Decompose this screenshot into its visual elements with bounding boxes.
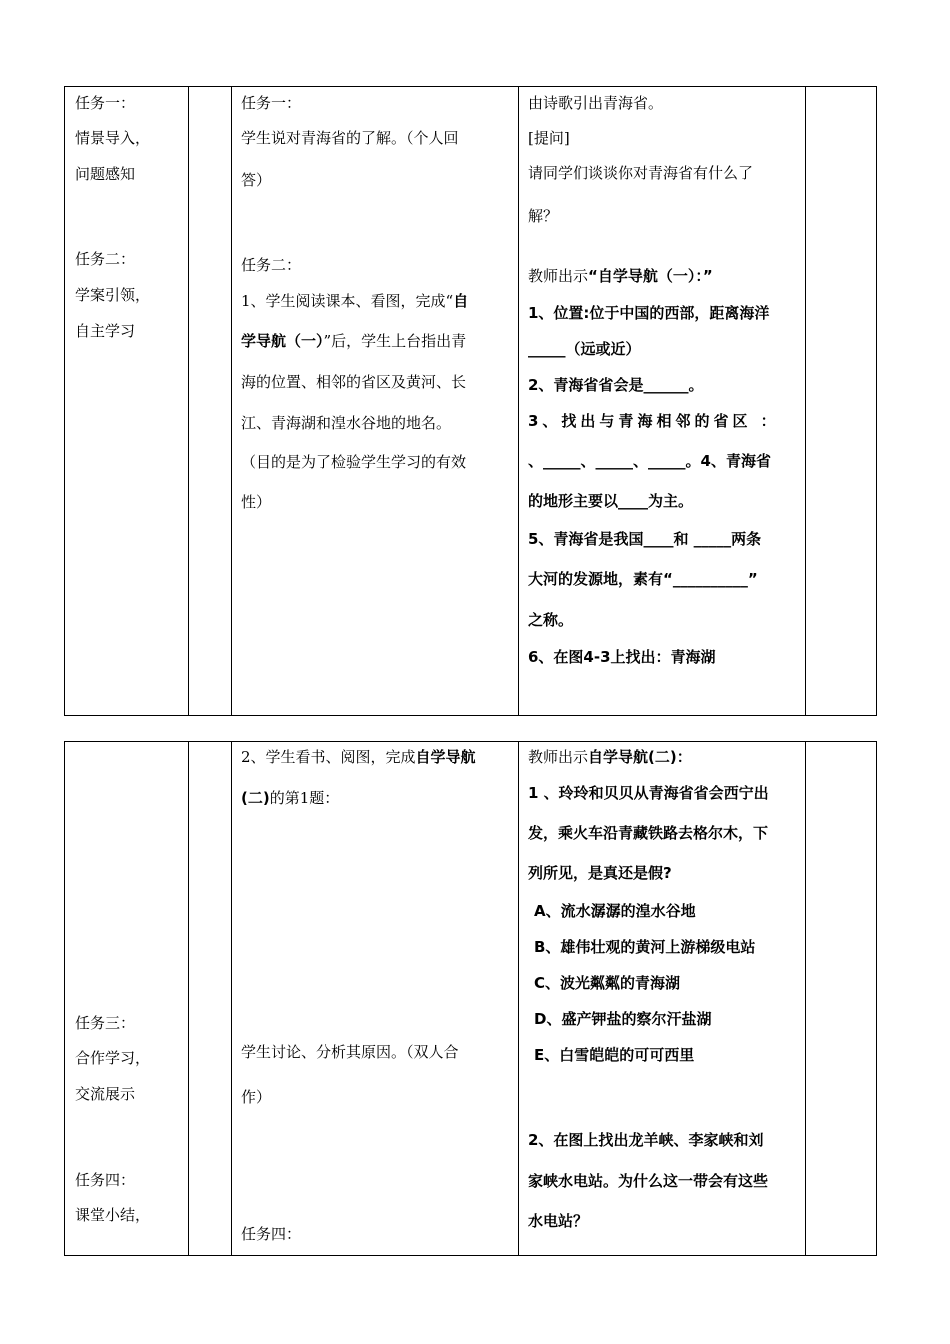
teacher-text: 教师出示“自学导航（一）：”: [528, 267, 713, 285]
exercise-item: 1、位置:位于中国的西部，距离海洋: [528, 304, 770, 322]
student-text: 学生讨论、分析其原因。（双人合: [241, 1043, 459, 1061]
student-text: 答）: [241, 171, 272, 189]
exercise-item: 列所见，是真还是假?: [528, 864, 672, 882]
task2-text: 自主学习: [75, 322, 136, 340]
task1-title: 任务一：: [75, 94, 136, 112]
answer-option: C、波光粼粼的青海湖: [534, 974, 681, 992]
column-divider: [805, 87, 806, 715]
column-divider: [518, 742, 519, 1255]
exercise-item: 6、在图4-3上找出：青海湖: [528, 648, 716, 666]
student-text: 江、青海湖和湟水谷地的地名。: [241, 414, 452, 432]
student-text: (二)的第1题：: [241, 789, 340, 807]
exercise-item: 发，乘火车沿青藏铁路去格尔木，下: [528, 824, 769, 842]
student-text: 学生说对青海省的了解。（个人回: [241, 129, 459, 147]
exercise-item: 1 、玲玲和贝贝从青海省省会西宁出: [528, 784, 769, 802]
teacher-text: 解？: [528, 207, 559, 225]
student-text: 海的位置、相邻的省区及黄河、长: [241, 373, 467, 391]
student-text: 作）: [241, 1088, 272, 1106]
answer-option: A、流水潺潺的湟水谷地: [534, 902, 696, 920]
question-tag: [提问]: [528, 129, 570, 147]
column-divider: [518, 87, 519, 715]
student-text: 2、学生看书、阅图，完成自学导航: [241, 748, 476, 766]
exercise-item: 5、青海省是我国____和 _____两条: [528, 530, 762, 548]
column-divider: [231, 87, 232, 715]
teacher-text: 由诗歌引出青海省。: [528, 94, 664, 112]
student-activity-column: [241, 742, 515, 1255]
teacher-activity-column: [528, 87, 802, 715]
teacher-activity-column: [528, 742, 802, 1255]
exercise-item: 、_____、_____、_____。4、青海省: [528, 452, 771, 470]
exercise-item: 2、在图上找出龙羊峡、李家峡和刘: [528, 1131, 764, 1149]
task2-text: 学案引领，: [75, 286, 151, 304]
task2-title: 任务二：: [75, 250, 136, 268]
column-divider: [805, 742, 806, 1255]
task4-title: 任务四：: [241, 1225, 302, 1243]
column-divider: [188, 87, 189, 715]
task1-text: 问题感知: [75, 165, 136, 183]
task3-text: 合作学习，: [75, 1049, 151, 1067]
student-text: 1、学生阅读课本、看图，完成“自: [241, 292, 469, 310]
exercise-item: 2、青海省省会是______。: [528, 376, 704, 394]
task-column: [75, 87, 185, 715]
task2-title: 任务二：: [241, 256, 302, 274]
teacher-text: 教师出示自学导航(二)：: [528, 748, 692, 766]
task-column: [75, 742, 185, 1255]
task4-text: 课堂小结，: [75, 1206, 151, 1224]
task4-title: 任务四：: [75, 1171, 136, 1189]
exercise-item: 之称。: [528, 611, 574, 629]
task3-text: 交流展示: [75, 1085, 136, 1103]
exercise-item: 水电站？: [528, 1212, 589, 1230]
column-divider: [188, 742, 189, 1255]
answer-option: B、雄伟壮观的黄河上游梯级电站: [534, 938, 756, 956]
exercise-item: 的地形主要以____为主。: [528, 492, 694, 510]
student-text: 学导航（一）”后，学生上台指出青: [241, 332, 467, 350]
teacher-text: 请同学们谈谈你对青海省有什么了: [528, 164, 754, 182]
answer-option: D、盛产钾盐的察尔汗盐湖: [534, 1010, 712, 1028]
exercise-item: _____（远或近）: [528, 340, 641, 358]
exercise-item: 家峡水电站。为什么这一带会有这些: [528, 1172, 769, 1190]
student-activity-column: [241, 87, 515, 715]
student-text: 性）: [241, 493, 272, 511]
exercise-item: 大河的发源地，素有“__________”: [528, 570, 758, 588]
lesson-table-2: [64, 741, 877, 1256]
task1-title: 任务一：: [241, 94, 302, 112]
exercise-item: 3、找出与青海相邻的省区 ：: [528, 412, 780, 430]
column-divider: [231, 742, 232, 1255]
student-text: （目的是为了检验学生学习的有效: [241, 453, 467, 471]
lesson-table-1: [64, 86, 877, 716]
answer-option: E、白雪皑皑的可可西里: [534, 1046, 695, 1064]
task3-title: 任务三：: [75, 1014, 136, 1032]
task1-text: 情景导入，: [75, 129, 151, 147]
